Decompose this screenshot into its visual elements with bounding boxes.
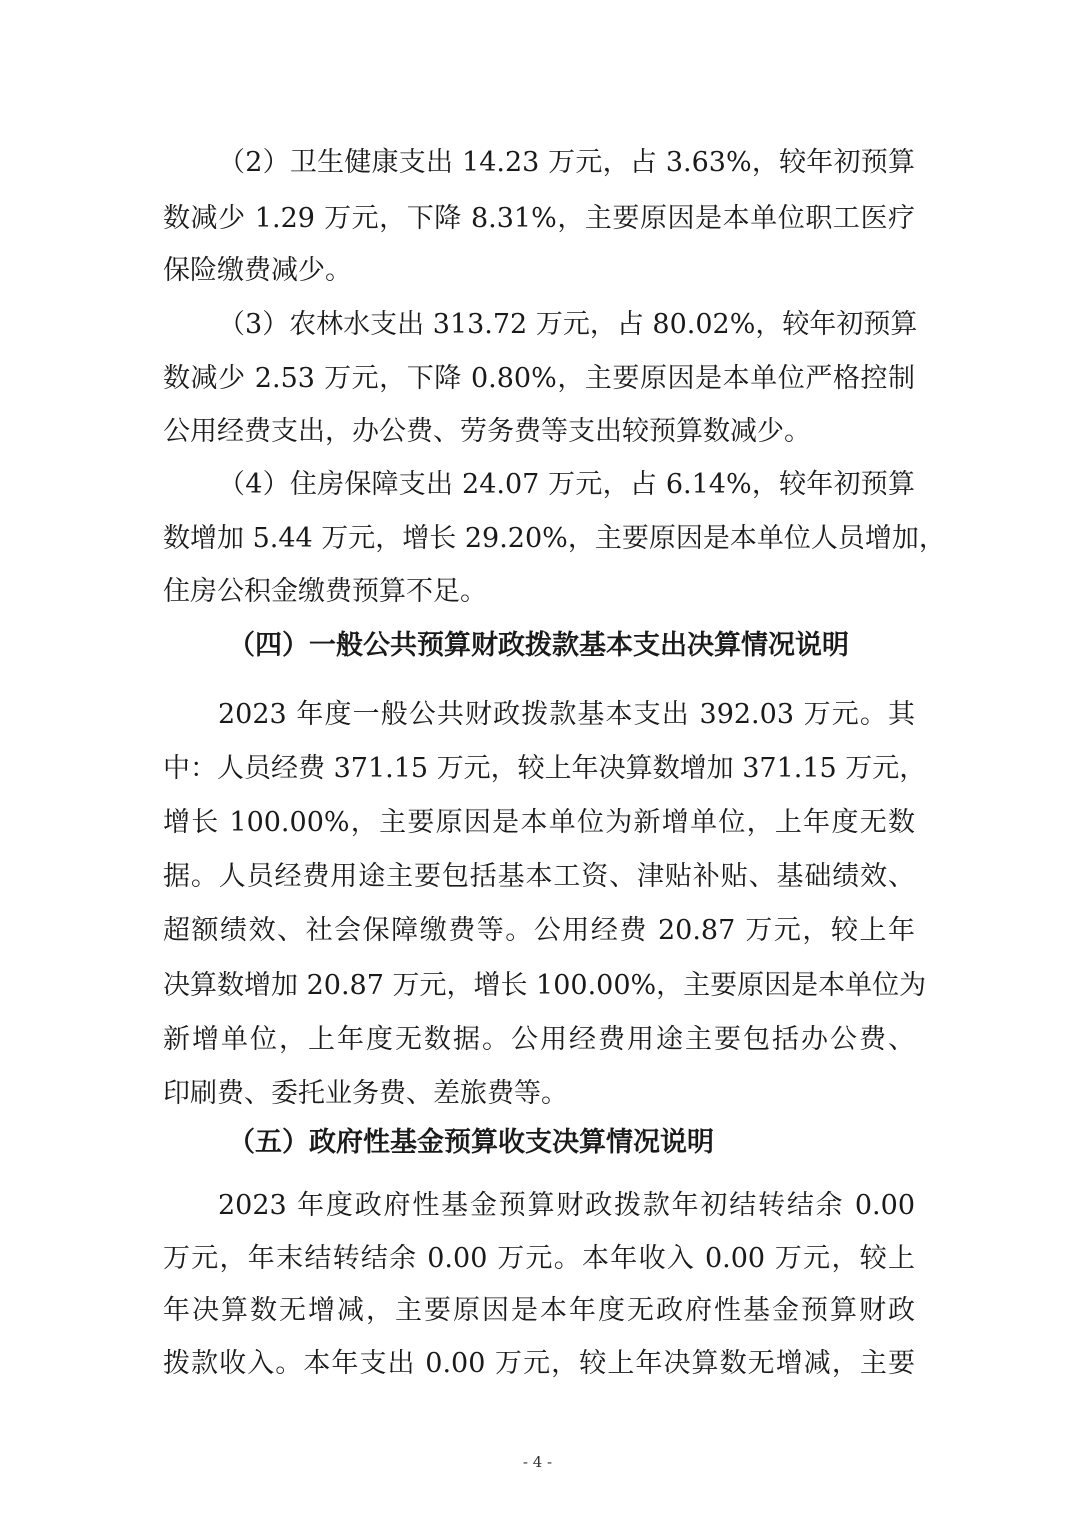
section-4-line-3: 增长 100.00%，主要原因是本单位为新增单位，上年度无数 — [163, 807, 915, 838]
paragraph-health-line-2: 数减少 1.29 万元，下降 8.31%，主要原因是本单位职工医疗 — [163, 203, 915, 234]
section-5-line-3: 年决算数无增减，主要原因是本年度无政府性基金预算财政 — [163, 1295, 915, 1326]
section-4-line-6: 决算数增加 20.87 万元，增长 100.00%，主要原因是本单位为 — [163, 970, 927, 1001]
section-4-line-2: 中：人员经费 371.15 万元，较上年决算数增加 371.15 万元， — [163, 753, 927, 784]
page-number: - 4 - — [522, 1453, 553, 1471]
paragraph-agriculture-line-3: 公用经费支出，办公费、劳务费等支出较预算数减少。 — [163, 416, 811, 447]
paragraph-agriculture-line-2: 数减少 2.53 万元，下降 0.80%，主要原因是本单位严格控制 — [163, 363, 915, 394]
section-4-line-5: 超额绩效、社会保障缴费等。公用经费 20.87 万元，较上年 — [163, 915, 915, 946]
paragraph-housing-line-3: 住房公积金缴费预算不足。 — [163, 576, 487, 607]
section-heading-5: （五）政府性基金预算收支决算情况说明 — [228, 1127, 714, 1158]
section-5-line-1: 2023 年度政府性基金预算财政拨款年初结转结余 0.00 — [218, 1190, 915, 1221]
section-4-line-4: 据。人员经费用途主要包括基本工资、津贴补贴、基础绩效、 — [163, 861, 915, 892]
section-4-line-1: 2023 年度一般公共财政拨款基本支出 392.03 万元。其 — [218, 699, 915, 730]
paragraph-agriculture-line-1: （3）农林水支出 313.72 万元，占 80.02%，较年初预算 — [218, 309, 918, 340]
paragraph-health-line-1: （2）卫生健康支出 14.23 万元，占 3.63%，较年初预算 — [218, 147, 915, 178]
paragraph-housing-line-2: 数增加 5.44 万元，增长 29.20%，主要原因是本单位人员增加， — [163, 523, 946, 554]
paragraph-housing-line-1: （4）住房保障支出 24.07 万元，占 6.14%，较年初预算 — [218, 469, 915, 500]
section-4-line-8: 印刷费、委托业务费、差旅费等。 — [163, 1078, 568, 1109]
section-heading-4: （四）一般公共预算财政拨款基本支出决算情况说明 — [228, 630, 849, 661]
section-5-line-2: 万元，年末结转结余 0.00 万元。本年收入 0.00 万元，较上 — [163, 1243, 915, 1274]
paragraph-health-line-3: 保险缴费减少。 — [163, 255, 352, 286]
section-5-line-4: 拨款收入。本年支出 0.00 万元，较上年决算数无增减，主要 — [163, 1348, 915, 1379]
section-4-line-7: 新增单位，上年度无数据。公用经费用途主要包括办公费、 — [163, 1024, 915, 1055]
